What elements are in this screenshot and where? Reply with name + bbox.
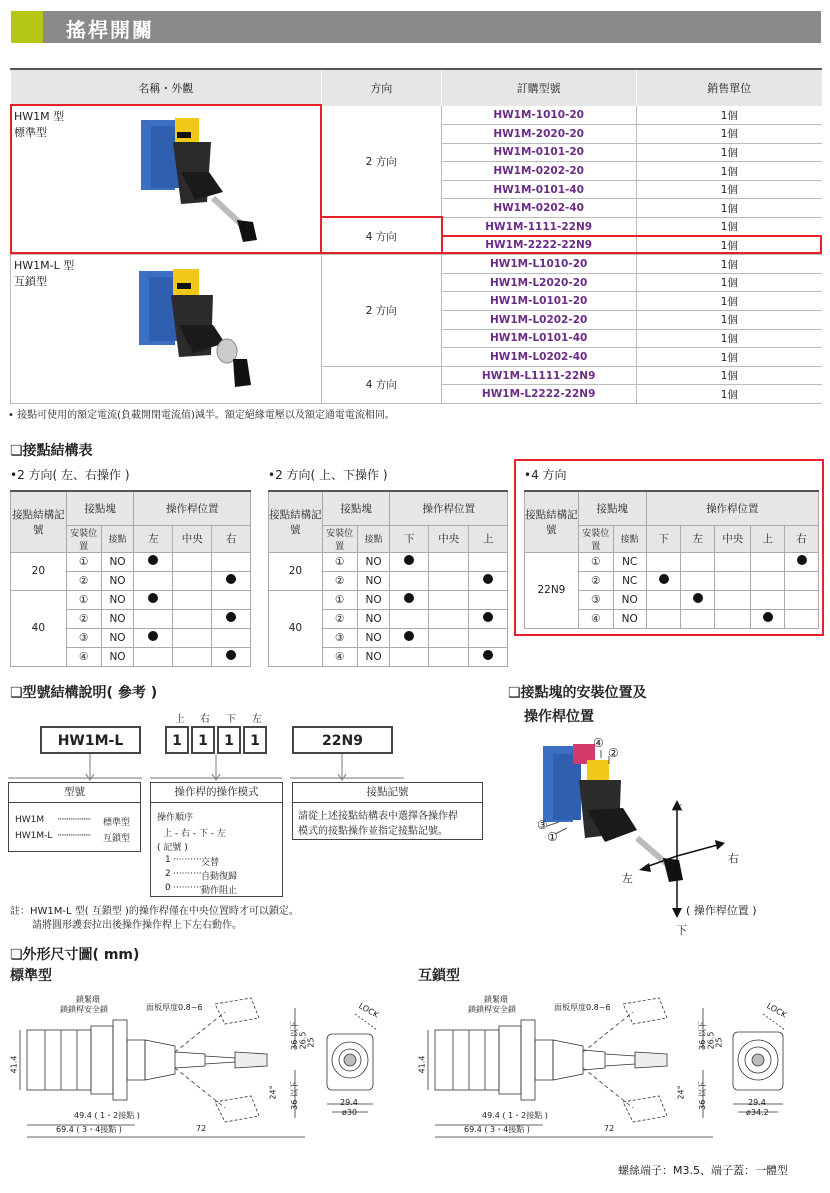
- dim-label: 面板厚度0.8~6: [554, 1003, 611, 1012]
- unit: 1個: [636, 311, 822, 330]
- unit: 1個: [636, 385, 822, 404]
- dim-label: 鎖緊環: [484, 995, 508, 1004]
- contact-code-text: 模式的接點操作並指定接點記號。: [298, 826, 448, 837]
- contact-cell: NO: [357, 552, 390, 571]
- mode-code: 1: [165, 855, 171, 865]
- h-block: 接點塊: [66, 491, 134, 525]
- dim-value: 24°: [676, 1085, 686, 1100]
- order-code: HW1M-0101-40: [441, 180, 636, 199]
- product-table: [10, 68, 822, 404]
- pos-cell: ②: [322, 609, 357, 628]
- unit: 1個: [636, 292, 822, 311]
- h-col: 中央: [173, 525, 212, 552]
- order-code: HW1M-L2222-22N9: [441, 385, 636, 404]
- page-title: 搖桿開關: [66, 18, 154, 42]
- unit: 1個: [636, 348, 822, 367]
- pos-cell: ②: [322, 571, 357, 590]
- dot-marker: [404, 631, 414, 641]
- dir-down: 下: [676, 924, 687, 937]
- digit-box: 1: [165, 726, 189, 754]
- contact-cell: NC: [613, 552, 646, 571]
- order-code: HW1M-0202-40: [441, 199, 636, 218]
- unit: 1個: [636, 218, 822, 237]
- dim-value: 36 以下: [697, 1081, 707, 1110]
- dim-value: 26.5: [298, 1031, 308, 1050]
- digit-box: 1: [191, 726, 215, 754]
- section-header: [11, 11, 821, 43]
- product-type: 標準型: [14, 126, 47, 139]
- h-code: 接點結構記號: [11, 491, 67, 552]
- order-code: HW1M-L0101-20: [441, 292, 636, 311]
- pos-cell: ③: [322, 628, 357, 647]
- dim-value: 49.4 ( 1・2接點 ): [482, 1111, 548, 1120]
- mode-desc: 自動復歸: [201, 872, 238, 882]
- order-code: HW1M-2020-20: [441, 125, 636, 144]
- dotted-leader: ··········: [173, 855, 202, 865]
- dot-marker: [797, 555, 807, 565]
- dim-value: 36 以下: [289, 1081, 299, 1110]
- code-cell: 20: [11, 552, 67, 590]
- dot-marker: [659, 574, 669, 584]
- dim-value: 29.4: [340, 1098, 358, 1107]
- mount-diagram: [525, 734, 825, 934]
- order-code: HW1M-L2020-20: [441, 273, 636, 292]
- suffix-box: 22N9: [292, 726, 393, 754]
- order-code: HW1M-0202-20: [441, 162, 636, 181]
- contact-cell: NO: [357, 590, 390, 609]
- type-box-desc: 標準型: [103, 818, 131, 828]
- dot-marker: [148, 555, 158, 565]
- dims-standard-title: 標準型: [10, 968, 52, 984]
- mode-desc: 交替: [201, 858, 220, 868]
- contact-table-lr: [10, 490, 251, 667]
- pos-cell: ④: [322, 647, 357, 666]
- unit: 1個: [636, 143, 822, 162]
- unit: 1個: [636, 180, 822, 199]
- direction-4: 4 方向: [321, 366, 441, 403]
- contact-cell: NO: [101, 571, 134, 590]
- dot-marker: [483, 650, 493, 660]
- contact-code-text: 請從上述接點結構表中選擇各操作桿: [298, 811, 458, 822]
- digit-box: 1: [217, 726, 241, 754]
- dim-value: 26.5: [706, 1031, 716, 1050]
- col-direction: 方向: [321, 69, 441, 106]
- dot-marker: [226, 574, 236, 584]
- pos-cell: ④: [66, 647, 101, 666]
- product-name: HW1M-L 型: [14, 259, 75, 273]
- col-unit: 銷售單位: [636, 69, 822, 106]
- dotted-leader: ··················: [57, 831, 91, 841]
- pos-cell: ①: [578, 552, 613, 571]
- mount-marker: ②: [608, 746, 619, 760]
- t2-caption: •2 方向( 上、下操作 ): [268, 468, 388, 482]
- dot-marker: [148, 631, 158, 641]
- dot-marker: [226, 612, 236, 622]
- mode-text: 上 - 右 - 下 - 左: [163, 829, 226, 839]
- header-accent: [11, 11, 43, 43]
- unit: 1個: [636, 162, 822, 181]
- dim-value: 25: [714, 1037, 724, 1048]
- dir-right: 右: [728, 852, 739, 865]
- mode-text: ( 記號 ): [157, 843, 188, 853]
- mount-marker: ④: [593, 736, 604, 750]
- type-box-code: HW1M-L: [15, 831, 53, 841]
- dim-label: 面板厚度0.8~6: [146, 1003, 203, 1012]
- h-col: 上: [751, 525, 785, 552]
- code-cell: 40: [11, 590, 67, 666]
- dim-value: 36 以下: [289, 1021, 299, 1050]
- dot-marker: [483, 574, 493, 584]
- h-mount: 安裝位置: [66, 525, 101, 552]
- mount-marker: ①: [547, 830, 558, 844]
- order-code: HW1M-L1111-22N9: [441, 366, 636, 385]
- h-col: 右: [785, 525, 819, 552]
- joystick-lock-photo: [129, 263, 289, 403]
- contact-cell: NO: [101, 552, 134, 571]
- pos-cell: ③: [66, 628, 101, 647]
- dim-value: 72: [604, 1124, 615, 1133]
- mode-code: 0: [165, 883, 171, 893]
- dot-marker: [763, 612, 773, 622]
- col-order-code: 訂購型號: [441, 69, 636, 106]
- contact-cell: NO: [613, 590, 646, 609]
- mode-code: 2: [165, 869, 171, 879]
- unit: 1個: [636, 255, 822, 274]
- contact-cell: NO: [357, 628, 390, 647]
- model-name-box: HW1M-L: [40, 726, 141, 754]
- pos-cell: ④: [578, 609, 613, 628]
- dim-value: 69.4 ( 3・4接點 ): [464, 1125, 530, 1134]
- digit-label: 左: [252, 714, 262, 725]
- table-header-row: [11, 69, 823, 106]
- digit-label: 下: [226, 714, 236, 725]
- code-cell: 22N9: [525, 552, 579, 628]
- dim-label: 鎖緊環: [76, 995, 100, 1004]
- h-block: 接點塊: [578, 491, 646, 525]
- lock-label: LOCK: [765, 1001, 789, 1020]
- dot-marker: [483, 612, 493, 622]
- h-col: 上: [469, 525, 508, 552]
- h-contact: 接點: [357, 525, 390, 552]
- digit-label: 右: [200, 714, 210, 725]
- contact-cell: NO: [101, 590, 134, 609]
- table-row: [11, 106, 823, 125]
- h-mount: 安裝位置: [322, 525, 357, 552]
- model-note-2: 請將圓形護套拉出後操作操作桿上下左右動作。: [32, 920, 242, 931]
- h-block: 接點塊: [322, 491, 390, 525]
- unit: 1個: [636, 236, 822, 255]
- dim-value: 24°: [268, 1085, 278, 1100]
- order-code: HW1M-L0202-20: [441, 311, 636, 330]
- contact-code-title: 接點記號: [293, 783, 482, 803]
- col-name: 名稱・外觀: [11, 69, 322, 106]
- h-col: 左: [134, 525, 173, 552]
- h-mount: 安裝位置: [578, 525, 613, 552]
- contact-table-ud: [268, 490, 508, 667]
- model-section-title: ❏型號結構說明( 參考 ): [10, 685, 158, 701]
- contact-cell: NO: [357, 609, 390, 628]
- pos-cell: ①: [322, 552, 357, 571]
- mode-box-title: 操作桿的操作模式: [151, 783, 282, 803]
- type-box-title: 型號: [9, 783, 140, 803]
- t1-caption: •2 方向( 左、右操作 ): [10, 468, 130, 482]
- table-row: [11, 255, 823, 274]
- dim-value: 41.4: [417, 1055, 427, 1074]
- digit-box: 1: [243, 726, 267, 754]
- order-code: HW1M-0101-20: [441, 143, 636, 162]
- dim-label: 鎖鎖桿安全鎖: [60, 1005, 108, 1014]
- contact-cell: NO: [101, 647, 134, 666]
- product-name-cell: [11, 106, 322, 255]
- lever-pos-label: ( 操作桿位置 ): [686, 904, 757, 917]
- direction-2: 2 方向: [321, 106, 441, 218]
- dim-value: 41.4: [9, 1055, 19, 1074]
- dotted-leader: ··········: [173, 869, 202, 879]
- order-code: HW1M-L1010-20: [441, 255, 636, 274]
- contact-table-4dir: [524, 490, 819, 629]
- model-note-1: 註：HW1M-L 型( 互鎖型 )的操作桿僅在中央位置時才可以鎖定。: [10, 906, 299, 917]
- dotted-leader: ··················: [57, 815, 91, 825]
- pos-cell: ①: [66, 590, 101, 609]
- mode-desc: 動作阻止: [201, 886, 238, 896]
- product-type: 互鎖型: [14, 275, 47, 289]
- contact-section-title: ❏接點結構表: [10, 443, 93, 459]
- contact-cell: NO: [101, 609, 134, 628]
- contact-cell: NC: [613, 571, 646, 590]
- dir-left: 左: [622, 872, 633, 885]
- h-col: 左: [681, 525, 715, 552]
- h-col: 右: [212, 525, 251, 552]
- dot-marker: [226, 650, 236, 660]
- contact-code-box: [292, 782, 483, 840]
- h-pos: 操作桿位置: [646, 491, 818, 525]
- dir-up: 上: [672, 800, 683, 813]
- order-code: HW1M-L0202-40: [441, 348, 636, 367]
- unit: 1個: [636, 106, 822, 125]
- mount-section-title-2: 操作桿位置: [524, 709, 594, 725]
- contact-cell: NO: [101, 628, 134, 647]
- direction-4: 4 方向: [321, 218, 441, 255]
- product-name: HW1M 型: [14, 110, 65, 123]
- pos-cell: ②: [66, 609, 101, 628]
- unit: 1個: [636, 199, 822, 218]
- h-col: 下: [390, 525, 429, 552]
- order-code: HW1M-L0101-40: [441, 329, 636, 348]
- dim-value: 25: [306, 1037, 316, 1048]
- pos-cell: ①: [66, 552, 101, 571]
- dim-value: 72: [196, 1124, 207, 1133]
- code-cell: 40: [269, 590, 323, 666]
- dim-value: 69.4 ( 3・4接點 ): [56, 1125, 122, 1134]
- dim-value: 36 以下: [697, 1021, 707, 1050]
- dims-section-title: ❏外形尺寸圖( mm): [10, 947, 140, 963]
- dims-lock-title: 互鎖型: [418, 968, 460, 984]
- dim-value: 29.4: [748, 1098, 766, 1107]
- unit: 1個: [636, 125, 822, 144]
- contact-cell: NO: [357, 571, 390, 590]
- h-code: 接點結構記號: [269, 491, 323, 552]
- dim-value: 49.4 ( 1・2接點 ): [74, 1111, 140, 1120]
- lock-label: LOCK: [357, 1001, 381, 1020]
- h-pos: 操作桿位置: [390, 491, 508, 525]
- pos-cell: ②: [578, 571, 613, 590]
- order-code: HW1M-1010-20: [441, 106, 636, 125]
- order-code: HW1M-2222-22N9: [441, 236, 636, 255]
- joystick-photo: [129, 112, 289, 252]
- h-pos: 操作桿位置: [134, 491, 251, 525]
- dim-value: ø30: [342, 1108, 358, 1117]
- dim-value: ø34.2: [746, 1108, 769, 1117]
- dot-marker: [404, 555, 414, 565]
- dot-marker: [404, 593, 414, 603]
- type-box: [8, 782, 141, 852]
- h-col: 中央: [715, 525, 751, 552]
- unit: 1個: [636, 366, 822, 385]
- pos-cell: ①: [322, 590, 357, 609]
- h-contact: 接點: [613, 525, 646, 552]
- mode-text: 操作順序: [157, 813, 194, 823]
- order-code: HW1M-1111-22N9: [441, 218, 636, 237]
- h-col: 中央: [429, 525, 469, 552]
- table-note: • 接點可使用的額定電流(負載開閉電流值)減半。額定絕緣電壓以及額定通電電流相同。: [8, 410, 395, 421]
- product-name-cell: [11, 255, 322, 404]
- dim-label: 鎖鎖桿安全鎖: [468, 1005, 516, 1014]
- h-col: 下: [646, 525, 681, 552]
- unit: 1個: [636, 329, 822, 348]
- h-code: 接點結構記號: [525, 491, 579, 552]
- contact-cell: NO: [613, 609, 646, 628]
- dotted-leader: ··········: [173, 883, 202, 893]
- type-box-desc: 互鎖型: [103, 834, 131, 844]
- direction-2: 2 方向: [321, 255, 441, 367]
- dot-marker: [148, 593, 158, 603]
- unit: 1個: [636, 273, 822, 292]
- pos-cell: ③: [578, 590, 613, 609]
- t3-caption: •4 方向: [524, 468, 567, 482]
- mount-marker: ③: [537, 818, 548, 832]
- digit-label: 上: [175, 714, 185, 725]
- mode-box: [150, 782, 283, 897]
- pos-cell: ②: [66, 571, 101, 590]
- contact-cell: NO: [357, 647, 390, 666]
- code-cell: 20: [269, 552, 323, 590]
- footer-note: 螺絲端子：M3.5、端子蓋：一體型: [618, 1164, 788, 1177]
- type-box-code: HW1M: [15, 815, 45, 825]
- dot-marker: [693, 593, 703, 603]
- mount-section-title-1: ❏接點塊的安裝位置及: [508, 685, 647, 701]
- h-contact: 接點: [101, 525, 134, 552]
